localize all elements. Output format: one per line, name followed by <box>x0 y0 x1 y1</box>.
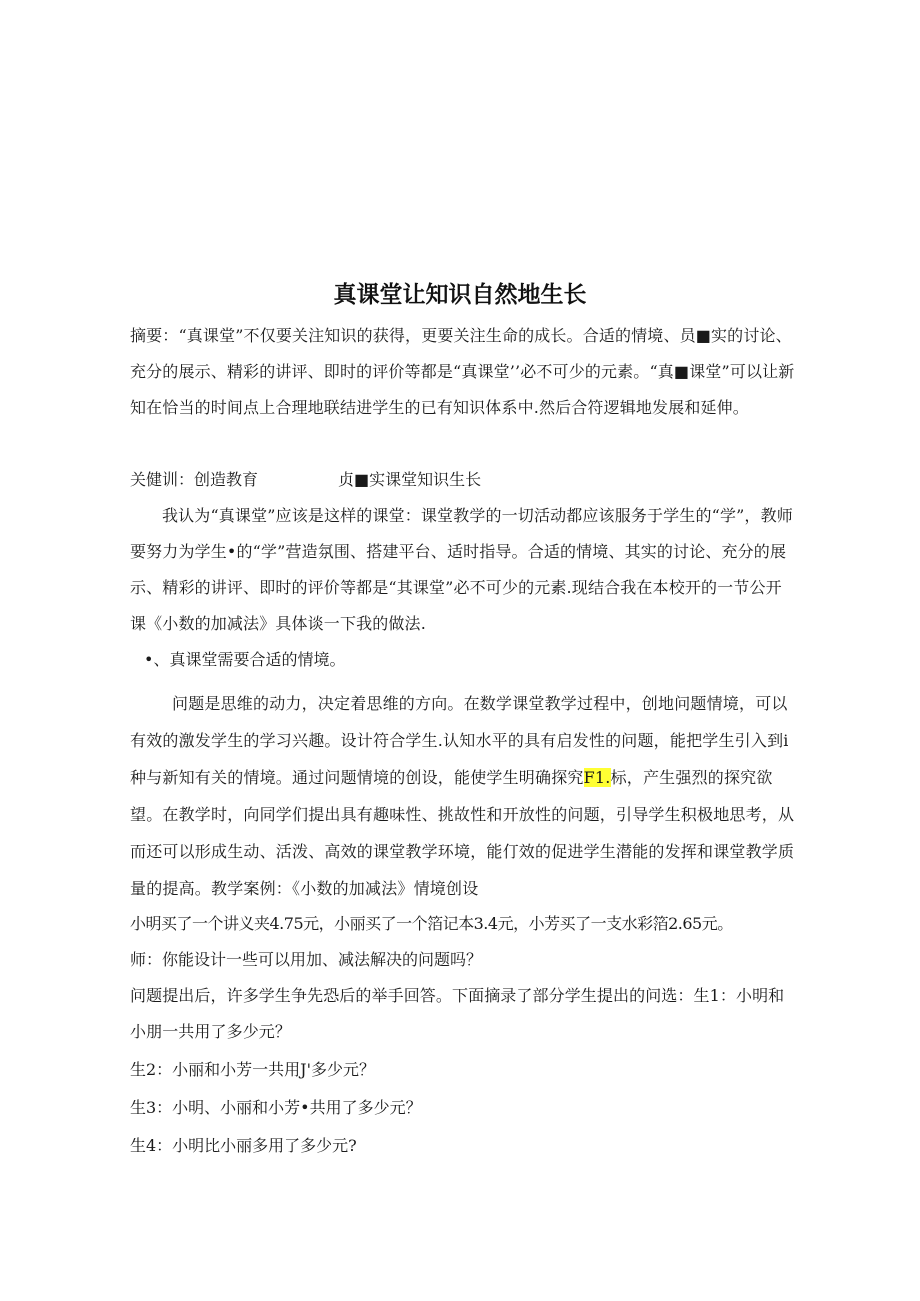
student-question-3: 生3：小明、小丽和小芳•共用了多少元？ <box>130 1098 422 1117</box>
keywords-terms: 贞■实课堂知识生长 <box>338 470 482 489</box>
highlighted-text: F1. <box>583 768 611 787</box>
keywords-line <box>130 462 796 498</box>
keywords-label: 关健训：创造教育 <box>130 470 259 489</box>
teacher-question-line: 师：你能设计一些可以用加、减法解决的问题吗？ <box>130 950 483 969</box>
student-responses-intro: 问题提出后，许多学生争先恐后的举手回答。下面摘录了部分学生提出的问选：生1：小明和小朋一共用了多少元？ <box>130 986 785 1041</box>
student-question-4: 生4：小明比小丽多用了多少元? <box>130 1136 357 1155</box>
section1-text-b: 标，产生强烈的探究欲望。在教学时，向同学们提出具有趣味性、挑故性和开放性的问题，引导学生积极地思考，从而还可以形成生动、活泼、高效的课堂教学环境，能仃效的促进学生潜能的发挥和课堂教学质量的提高。教学案例：《小数的加减法》情境创设 <box>130 768 795 898</box>
section1-text-a: 问题是思维的动力，决定着思维的方向。在数学课堂教学过程中，创地问题情境，可以有效的激发学生的学习兴趣。设计符合学生.认知水平的具有启发性的问题，能把学生引入到i种与新知有关的情境。通过问题情境的创设，能使学生明确探究 <box>130 694 789 787</box>
abstract-paragraph: 摘要：“真课堂”不仅要关注知识的获得，更要关注生命的成长。合适的情境、员■实的讨论、充分的展示、精彩的讲评、即时的评价等都是“真课堂’’必不可少的元素。“真■课堂”可以让新知在恰当的时间点上合理地联结进学生的已有知识体系中.然后合符逻辑地发展和延伸。 <box>130 326 795 417</box>
case-line: 小明买了一个讲义夹4.75元，小丽买了一个箔记本3.4元，小芳买了一支水彩箔2.65元。 <box>130 914 733 933</box>
intro-paragraph: 我认为“真课堂”应该是这样的课堂：课堂教学的一切活动都应该服务于学生的“学”，教师要努力为学生•的“学”营造氛围、搭建平台、适时指导。合适的情境、其实的讨论、充分的展示、精彩的讲评、即时的评价等都是“其课堂”必不可少的元素.现结合我在本校开的一节公开课《小数的加减法》具体谈一下我的做法. <box>130 506 793 633</box>
student-question-2: 生2：小丽和小芳一共用J'多少元？ <box>130 1060 375 1079</box>
document-title: 真课堂让知识自然地生长 <box>333 282 587 308</box>
section1-paragraph <box>130 685 796 907</box>
section-heading-1: •、真课堂需要合适的情境。 <box>144 650 346 669</box>
